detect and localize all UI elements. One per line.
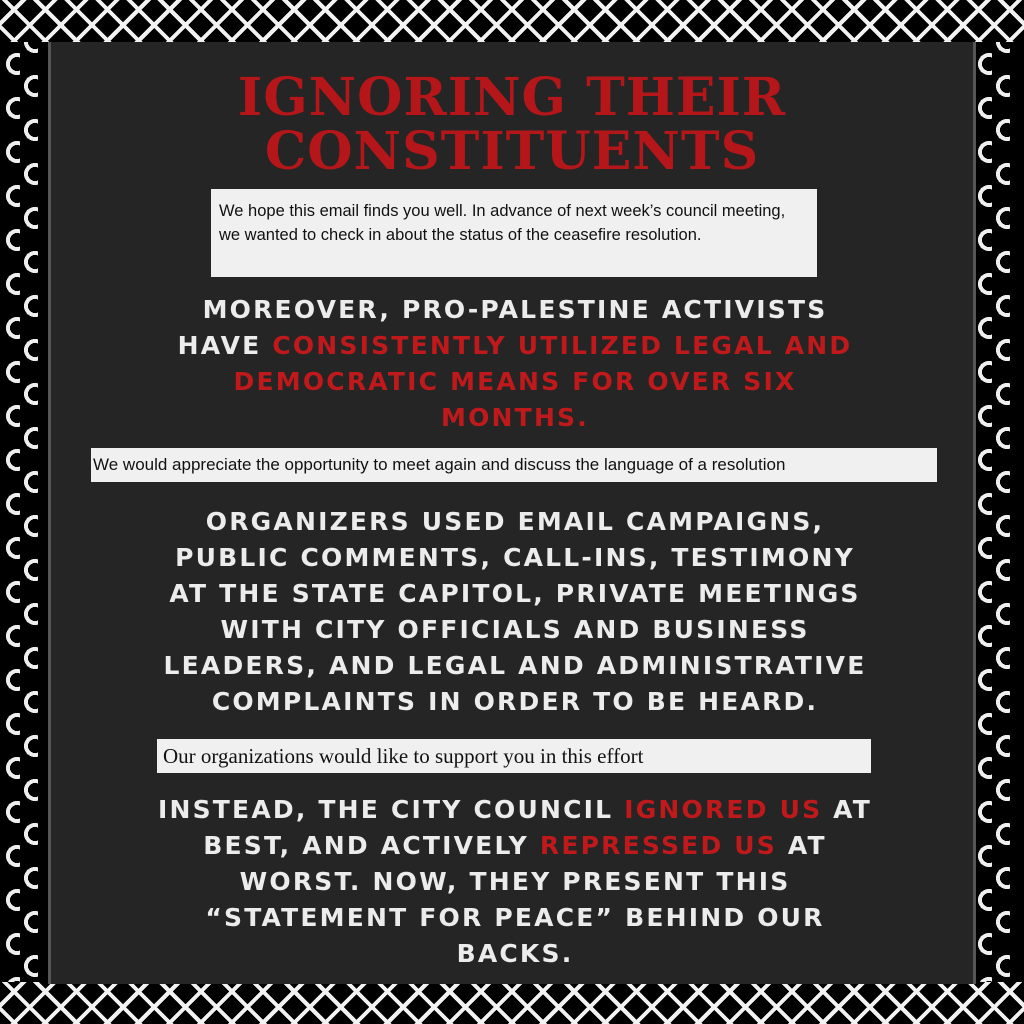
paragraph-line (91, 828, 939, 864)
paragraph-line: MOREOVER, PRO-PALESTINE ACTIVISTS (202, 295, 828, 324)
paragraph-text: AT (822, 795, 873, 824)
paragraph-line (91, 792, 939, 828)
highlight-text: IGNORED US (624, 795, 823, 824)
paragraph-line: LEADERS, AND LEGAL AND ADMINISTRATIVE (163, 651, 867, 680)
email-quote-1: We hope this email finds you well. In advance of next week’s council meeting, we wanted to check in about the status of the ceasefire resolution. (211, 189, 817, 277)
paragraph-text: HAVE (177, 331, 273, 360)
paragraph-text: INSTEAD, THE CITY COUNCIL (157, 795, 625, 824)
highlight-line: MONTHS. (441, 403, 589, 432)
email-quote-2: We would appreciate the opportunity to meet again and discuss the language of a resolution (91, 448, 937, 482)
paragraph-line: AT THE STATE CAPITOL, PRIVATE MEETINGS (169, 579, 861, 608)
paragraph-text: BEST, AND ACTIVELY (203, 831, 540, 860)
highlight-line: DEMOCRATIC MEANS FOR OVER SIX (233, 367, 797, 396)
paragraph-line: WORST. NOW, THEY PRESENT THIS (239, 867, 791, 896)
paragraph-text: AT (777, 831, 827, 860)
keffiyeh-border-top (0, 0, 1024, 42)
paragraph-line (91, 328, 939, 364)
keffiyeh-border-left (0, 42, 52, 982)
wave-pattern (996, 42, 1010, 982)
wave-pattern (6, 42, 20, 982)
wave-pattern (24, 42, 38, 982)
email-quote-3: Our organizations would like to support you in this effort (157, 739, 871, 773)
paragraph-line: ORGANIZERS USED EMAIL CAMPAIGNS, (205, 507, 825, 536)
highlight-text: CONSISTENTLY UTILIZED LEGAL AND (272, 331, 853, 360)
keffiyeh-border-right (972, 42, 1024, 982)
paragraph-line: PUBLIC COMMENTS, CALL-INS, TESTIMONY (175, 543, 855, 572)
paragraph-organizers (91, 504, 939, 720)
paragraph-line: “STATEMENT FOR PEACE” BEHIND OUR (205, 903, 825, 932)
title-line-2: CONSTITUENTS (264, 121, 760, 182)
paragraph-line: WITH CITY OFFICIALS AND BUSINESS (220, 615, 810, 644)
highlight-text: REPRESSED US (539, 831, 778, 860)
wave-pattern (978, 42, 992, 982)
paragraph-council (91, 792, 939, 972)
paragraph-line: COMPLAINTS IN ORDER TO BE HEARD. (211, 687, 819, 716)
content-panel (48, 42, 976, 984)
keffiyeh-border-bottom (0, 982, 1024, 1024)
paragraph-activists (91, 292, 939, 436)
paragraph-line: BACKS. (456, 939, 574, 968)
title-line-1: IGNORING THEIR (237, 67, 787, 128)
